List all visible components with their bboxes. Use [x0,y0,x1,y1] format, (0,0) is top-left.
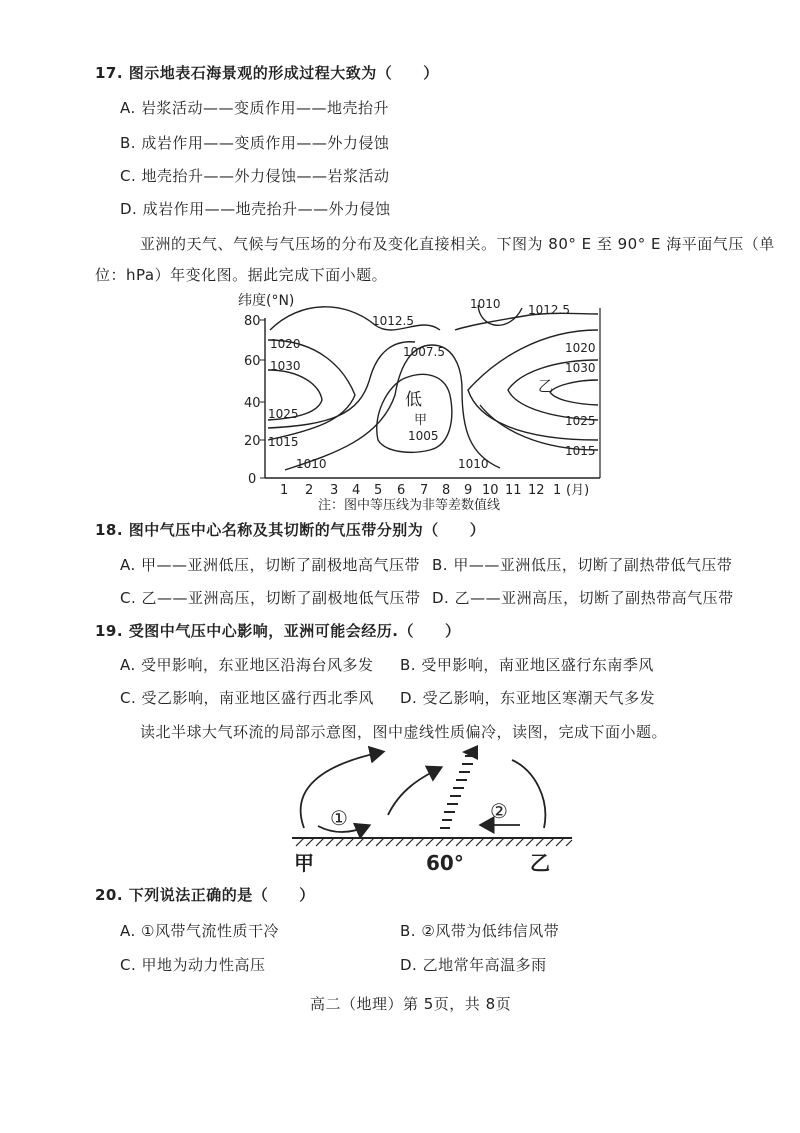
q17-option-d: D. 成岩作用——地壳抬升——外力侵蚀 [120,200,391,218]
rising-arrow [388,768,440,815]
x-axis-unit: (月) [566,483,590,498]
isobar-label: 1012.5 [528,303,570,317]
q17-stem: 17. 图示地表石海景观的形成过程大致为（ ） [95,64,439,82]
x-tick-label: 4 [352,483,361,498]
intro1-line2: 位：hPa）年变化图。据此完成下面小题。 [95,266,388,284]
isobar-label: 1007.5 [403,345,445,359]
intro2-text: 读北半球大气环流的局部示意图，图中虚线性质偏冷，读图，完成下面小题。 [140,723,668,741]
cold-front-arrowhead [462,745,478,760]
page-footer: 高二（地理）第 5页，共 8页 [310,995,512,1013]
y-tick-label: 40 [244,396,261,411]
x-tick-label: 1 [280,483,289,498]
chart-note: 注：图中等压线为非等差数值线 [318,498,501,513]
q19-option-d: D. 受乙影响，东亚地区寒潮天气多发 [400,689,656,707]
isobar-label: 1010 [470,297,501,311]
y-axis-label: 纬度(°N) [238,293,295,309]
isobar-label: 1025 [565,414,596,428]
isobar-label: 1005 [408,429,439,443]
isobar-label: 1030 [270,359,301,373]
isobar-label: 1020 [565,341,596,355]
q18-option-c: C. 乙——亚洲高压，切断了副极地低气压带 [120,589,421,607]
label-jia: 甲 [294,851,314,875]
label-60-degrees: 60° [426,851,464,875]
marker-1: ① [330,806,348,830]
isobar-label: 1015 [268,435,299,449]
q17-option-c: C. 地壳抬升——外力侵蚀——岩浆活动 [120,167,390,185]
x-tick-label: 6 [397,483,406,498]
isobar-label: 1010 [296,457,327,471]
q20-option-b: B. ②风带为低纬信风带 [400,922,560,940]
q20-option-d: D. 乙地常年高温多雨 [400,956,547,974]
y-tick-label: 80 [244,314,261,329]
x-tick-label: 3 [330,483,339,498]
x-tick-label: 7 [420,483,429,498]
isobar-label: 1010 [458,457,489,471]
q18-stem: 18. 图中气压中心名称及其切断的气压带分别为（ ） [95,521,486,539]
q19-option-a: A. 受甲影响，东亚地区沿海台风多发 [120,656,374,674]
label-yi: 乙 [530,851,550,875]
q18-option-d: D. 乙——亚洲高压，切断了副热带高气压带 [432,589,734,607]
q17-option-a: A. 岩浆活动——变质作用——地壳抬升 [120,99,390,117]
low-center-label: 低 [405,390,422,410]
y-tick-label: 20 [244,434,261,449]
isobar-label: 1015 [565,444,596,458]
q19-option-c: C. 受乙影响，南亚地区盛行西北季风 [120,689,375,707]
q20-option-a: A. ①风带气流性质干冷 [120,922,279,940]
q18-option-a: A. 甲——亚洲低压，切断了副极地高气压带 [120,556,421,574]
x-tick-label: 1 [553,483,562,498]
y-tick-label: 60 [244,354,261,369]
marker-2: ② [490,799,508,823]
q17-option-b: B. 成岩作用——变质作用——外力侵蚀 [120,134,390,152]
isobar-label: 1025 [268,407,299,421]
x-tick-label: 11 [505,483,522,498]
center-yi-label: 乙 [538,377,554,395]
q19-option-b: B. 受甲影响，南亚地区盛行东南季风 [400,656,654,674]
q19-stem: 19. 受图中气压中心影响，亚洲可能会经历.（ ） [95,622,461,640]
x-tick-label: 8 [442,483,451,498]
intro1-line1: 亚洲的天气、气候与气压场的分布及变化直接相关。下图为 80° E 至 90° E 海平面气压（单 [140,235,775,253]
isobar-label: 1030 [565,361,596,375]
center-jia-label: 甲 [414,413,428,428]
x-tick-label: 2 [305,483,314,498]
x-tick-label: 9 [464,483,473,498]
q20-stem: 20. 下列说法正确的是（ ） [95,886,315,904]
right-arc [512,760,545,828]
x-tick-label: 10 [482,483,499,498]
y-tick-label: 0 [248,472,257,487]
q20-option-c: C. 甲地为动力性高压 [120,956,266,974]
x-tick-label: 5 [374,483,383,498]
q18-option-b: B. 甲——亚洲低压，切断了副热带低气压带 [432,556,733,574]
isobar-label: 1020 [270,337,301,351]
x-tick-label: 12 [528,483,545,498]
ground-line [292,838,572,846]
cold-front-dashed [440,756,476,828]
isobar-label: 1012.5 [372,314,414,328]
